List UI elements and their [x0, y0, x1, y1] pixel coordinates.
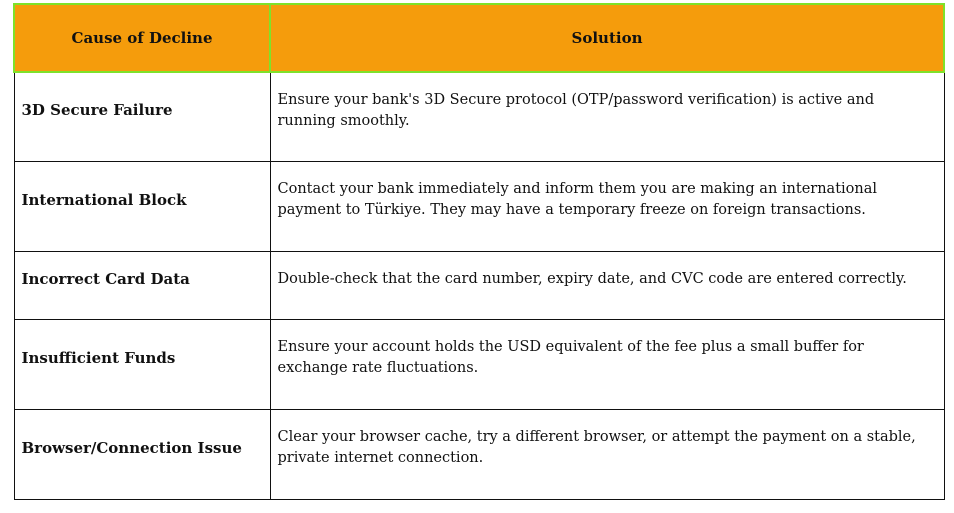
cause-cell: [14, 251, 270, 319]
solution-text: Ensure your account holds the USD equivalent of the fee plus a small buffer for exchange rate fluctuations.: [277, 339, 864, 376]
cause-cell: [14, 72, 270, 161]
table-row: [14, 409, 944, 499]
decline-causes-table: [13, 3, 945, 500]
cause-text: 3D Secure Failure: [21, 101, 173, 120]
cause-cell: [14, 409, 270, 499]
table-row: [14, 319, 944, 409]
header-cause-of-decline: Cause of Decline: [14, 4, 270, 72]
solution-cell: [270, 161, 944, 251]
solution-cell: [270, 319, 944, 409]
cause-cell: [14, 161, 270, 251]
solution-text: Double-check that the card number, expiry date, and CVC code are entered correctly.: [277, 270, 907, 287]
header-solution: Solution: [270, 4, 944, 72]
cause-text: Incorrect Card Data: [21, 269, 190, 288]
solution-cell: [270, 409, 944, 499]
table-header-row: [14, 4, 944, 72]
solution-text: Ensure your bank's 3D Secure protocol (OTP/password verification) is active and running smoothly.: [277, 91, 875, 129]
cause-text: Insufficient Funds: [21, 348, 176, 367]
solution-text: Clear your browser cache, try a different browser, or attempt the payment on a stable, private internet connection.: [277, 429, 916, 466]
solution-cell: [270, 251, 944, 319]
table-row: [14, 72, 944, 161]
cause-cell: [14, 319, 270, 409]
cause-text: Browser/Connection Issue: [21, 438, 242, 457]
table-row: [14, 161, 944, 251]
solution-cell: [270, 72, 944, 161]
solution-text: Contact your bank immediately and inform them you are making an international payment to Türkiye. They may have a temporary freeze on foreign transactions.: [277, 181, 878, 218]
cause-text: International Block: [21, 190, 187, 209]
table-row: [14, 251, 944, 319]
